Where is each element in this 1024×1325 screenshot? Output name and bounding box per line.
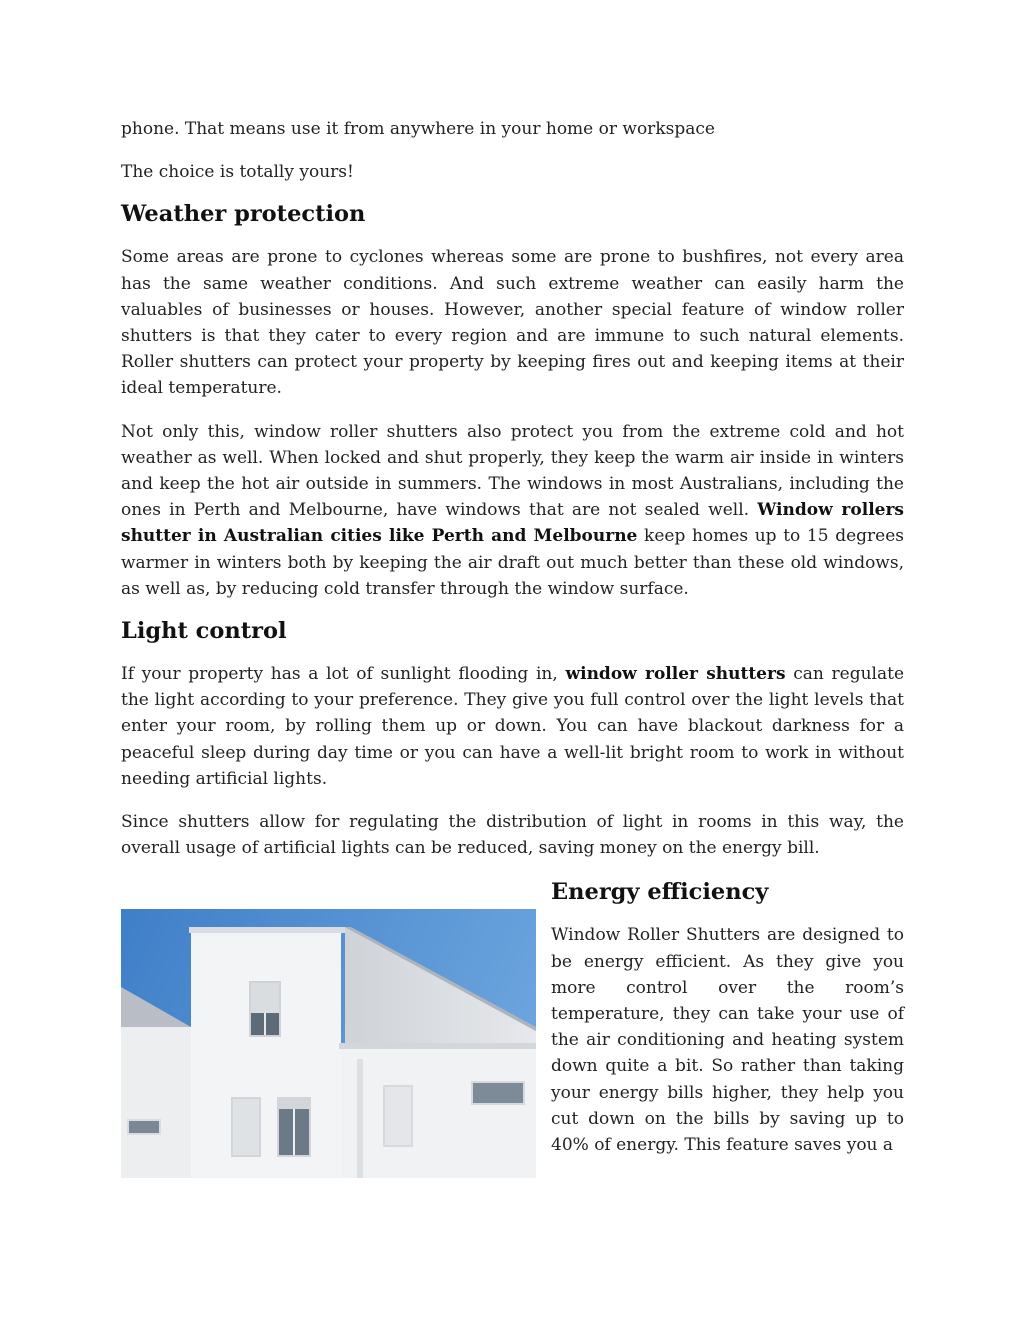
weather-heading: Weather protection: [121, 201, 366, 228]
weather-p2-text-b: keep homes up to 15 degrees warmer in winters both by keeping the air draft out much better than these old windows, as well as, by reducing cold transfer through the window surface.: [121, 526, 904, 599]
weather-paragraph-1: Some areas are prone to cyclones whereas some are prone to bushfires, not every area has the same weather conditions. And such extreme weather can easily harm the valuables of businesses or houses. However, another special feature of window roller shutters is that they cater to every region and are immune to such natural elements. Roller shutters can protect your property by keeping fires out and keeping items at their ideal temperature.: [121, 247, 904, 399]
energy-heading: Energy efficiency: [551, 879, 769, 906]
weather-p2-bold: Window rollers shutter in Australian cities like Perth and Melbourne: [121, 500, 904, 547]
weather-p2-text-a: Not only this, window roller shutters also protect you from the extreme cold and hot weather as well. When locked and shut properly, they keep the warm air inside in winters and keep the hot air outside in summers. The windows in most Australians, including the ones in Perth and Melbourne, have windows that are not sealed well.: [121, 421, 904, 521]
light-paragraph-2: Since shutters allow for regulating the distribution of light in rooms in this way, the overall usage of artificial lights can be reduced, saving money on the energy bill.: [121, 812, 904, 859]
energy-paragraph-1: Window Roller Shutters are designed to be energy efficient. As they give you more control over the room’s temperature, they can take your use of the air conditioning and heating system down quite a bit. So rather than taking your energy bills higher, they help you cut down on the bills by saving up to 40% of energy. This feature saves you a: [551, 925, 904, 1156]
intro-line-1: phone. That means use it from anywhere in your home or workspace: [121, 119, 715, 139]
weather-paragraph-2: [121, 419, 904, 602]
energy-section: [121, 877, 904, 1178]
light-p1-text-a: If your property has a lot of sunlight flooding in,: [121, 664, 558, 685]
intro-line-2: The choice is totally yours!: [121, 162, 354, 183]
light-paragraph-1: [121, 661, 904, 792]
building-image: [121, 909, 536, 1178]
light-p1-text-b: can regulate the light according to your preference. They give you full control over the light levels that enter your room, by rolling them up or down. You can have blackout darkness for a peaceful sleep during day time or you can have a well-lit bright room to work in without needing artificial lights.: [121, 664, 905, 789]
building-photo: [121, 909, 536, 1178]
document-page: [121, 116, 904, 1178]
light-heading: Light control: [121, 618, 287, 645]
energy-text-column: [551, 877, 904, 1178]
light-p1-bold: window roller shutters: [565, 664, 786, 685]
